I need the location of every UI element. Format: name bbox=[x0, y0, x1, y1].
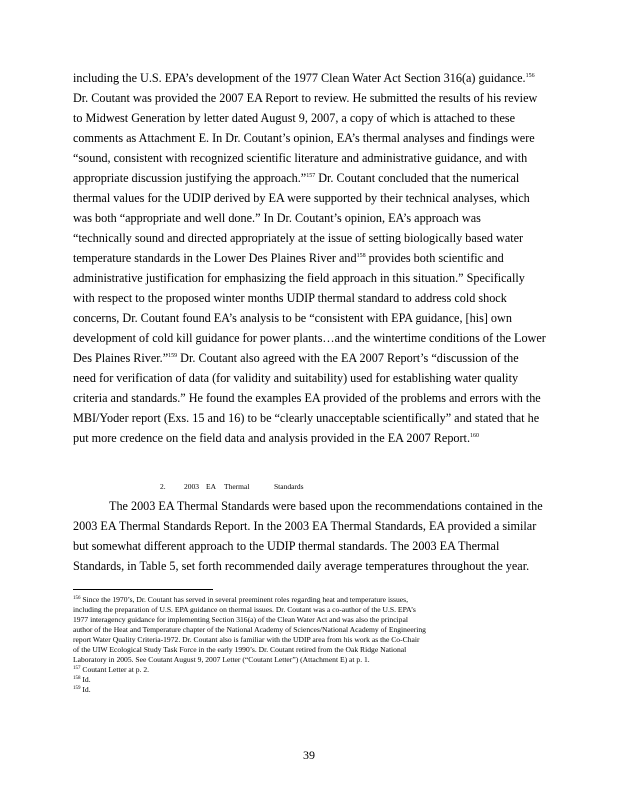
footnote-line bbox=[73, 626, 426, 634]
footnote-reference: 156 bbox=[525, 73, 535, 79]
footnote-separator bbox=[73, 589, 213, 590]
body-line-text: Dr. Coutant concluded that the numerical bbox=[315, 171, 520, 185]
body-line-text: MBI/Yoder report (Exs. 15 and 16) to be “clearly unacceptable scientifically” and stated that he bbox=[73, 411, 540, 425]
footnote-line bbox=[73, 606, 416, 614]
footnote-reference: 159 bbox=[168, 353, 178, 359]
body-line bbox=[73, 132, 535, 144]
section-heading-word: Standards bbox=[274, 482, 304, 491]
footnote-text: report Water Quality Criteria-1972. Dr. Coutant also is familiar with the UDIP area from his work as the Co-Chair bbox=[73, 635, 420, 644]
body-line bbox=[73, 152, 527, 164]
body-line bbox=[73, 212, 481, 224]
paragraph-line: but somewhat different approach to the UDIP thermal standards. The 2003 EA Thermal bbox=[73, 539, 500, 553]
body-line bbox=[73, 312, 512, 324]
footnote-line bbox=[73, 676, 91, 684]
body-line bbox=[73, 232, 523, 244]
body-line-text: administrative justification for emphasizing the field approach in this situation.” Specifically bbox=[73, 271, 525, 285]
body-line bbox=[73, 72, 535, 84]
footnote-number: 158 bbox=[73, 676, 81, 681]
body-line-text: Des Plaines River.” bbox=[73, 351, 169, 365]
section-heading-word: EA bbox=[206, 482, 216, 491]
footnote-number: 159 bbox=[73, 686, 81, 691]
footnote-number: 157 bbox=[73, 666, 81, 671]
section-heading-number: 2. bbox=[160, 482, 166, 491]
body-line bbox=[73, 92, 537, 104]
body-line bbox=[73, 112, 515, 124]
footnote-reference: 157 bbox=[306, 173, 316, 179]
footnote-text: of the UIW Ecological Study Task Force in the early 1990’s. Dr. Coutant retired from the Oak Ridge National bbox=[73, 645, 407, 654]
body-line bbox=[73, 392, 541, 404]
paragraph-line: Standards, in Table 5, set forth recommended daily average temperatures throughout the year. bbox=[73, 559, 530, 573]
body-line bbox=[73, 372, 518, 384]
body-line bbox=[73, 252, 504, 264]
footnote-reference: 160 bbox=[470, 433, 479, 439]
body-line-text: “sound, consistent with recognized scientific literature and administrative guidance, and with bbox=[73, 151, 528, 165]
body-line-text: appropriate discussion justifying the approach.” bbox=[73, 171, 307, 185]
body-line-text: Dr. Coutant also agreed with the EA 2007 Report’s “discussion of the bbox=[177, 351, 519, 365]
body-line bbox=[73, 412, 539, 424]
body-line-text: to Midwest Generation by letter dated August 9, 2007, a copy of which is attached to these bbox=[73, 111, 516, 125]
footnote-text: Since the 1970’s, Dr. Coutant has served in several preeminent roles regarding heat and temperature issues, bbox=[80, 595, 408, 604]
section-heading-word: Thermal bbox=[224, 482, 250, 491]
footnote-line bbox=[73, 646, 406, 654]
body-line bbox=[73, 332, 546, 344]
footnote-number: 156 bbox=[73, 596, 81, 601]
footnote-reference: 158 bbox=[356, 253, 366, 259]
body-line-text: comments as Attachment E. In Dr. Coutant’s opinion, EA’s thermal analyses and findings were bbox=[73, 131, 535, 145]
footnote-line bbox=[73, 596, 408, 604]
page-number: 39 bbox=[303, 748, 315, 762]
body-line-text: including the U.S. EPA’s development of the 1977 Clean Water Act Section 316(a) guidance. bbox=[73, 71, 526, 85]
footnote-text: Coutant Letter at p. 2. bbox=[80, 665, 150, 674]
footnote-text: Id. bbox=[80, 675, 91, 684]
body-line bbox=[73, 292, 507, 304]
paragraph-line: The 2003 EA Thermal Standards were based upon the recommendations contained in the bbox=[109, 499, 543, 513]
body-line-text: was both “appropriate and well done.” In Dr. Coutant’s opinion, EA’s approach was bbox=[73, 211, 481, 225]
body-line-text: “technically sound and directed appropriately at the issue of setting biologically based water bbox=[73, 231, 524, 245]
footnote-text: Laboratory in 2005. See Coutant August 9, 2007 Letter (“Coutant Letter”) (Attachment E) at p. 1. bbox=[73, 655, 370, 664]
body-line-text: criteria and standards.” He found the examples EA provided of the problems and errors with the bbox=[73, 391, 541, 405]
body-line-text: temperature standards in the Lower Des Plaines River and bbox=[73, 251, 357, 265]
footnote-text: author of the Heat and Temperature chapter of the National Academy of Sciences/National Academy of Engineering bbox=[73, 625, 426, 634]
footnote-text: Id. bbox=[80, 685, 91, 694]
body-line-text: Dr. Coutant was provided the 2007 EA Report to review. He submitted the results of his review bbox=[73, 91, 538, 105]
body-line-text: development of cold kill guidance for power plants…and the wintertime conditions of the Lower bbox=[73, 331, 546, 345]
body-line bbox=[73, 352, 519, 364]
body-line-text: thermal values for the UDIP derived by EA were supported by their technical analyses, which bbox=[73, 191, 530, 205]
body-line-text: put more credence on the field data and analysis provided in the EA 2007 Report. bbox=[73, 431, 470, 445]
footnote-line bbox=[73, 636, 420, 644]
body-line-text: provides both scientific and bbox=[365, 251, 504, 265]
body-line bbox=[73, 192, 530, 204]
footnote-line bbox=[73, 616, 408, 624]
footnote-text: 1977 interagency guidance for implementing Section 316(a) of the Clean Water Act and was also the principal bbox=[73, 615, 408, 624]
footnote-line bbox=[73, 656, 370, 664]
body-line bbox=[73, 432, 479, 444]
section-heading-word: 2003 bbox=[184, 482, 199, 491]
body-line-text: concerns, Dr. Coutant found EA’s analysis to be “consistent with EPA guidance, [his] own bbox=[73, 311, 512, 325]
footnote-line bbox=[73, 666, 149, 674]
footnote-text: including the preparation of U.S. EPA guidance on thermal issues. Dr. Coutant was a co-author of the U.S. EPA’s bbox=[73, 605, 416, 614]
body-line bbox=[73, 272, 525, 284]
body-line-text: need for verification of data (for validity and suitability) used for establishing water quality bbox=[73, 371, 519, 385]
paragraph-line: 2003 EA Thermal Standards Report. In the 2003 EA Thermal Standards, EA provided a similar bbox=[73, 519, 537, 533]
body-line bbox=[73, 172, 519, 184]
footnote-line bbox=[73, 686, 91, 694]
body-line-text: with respect to the proposed winter months UDIP thermal standard to address cold shock bbox=[73, 291, 507, 305]
